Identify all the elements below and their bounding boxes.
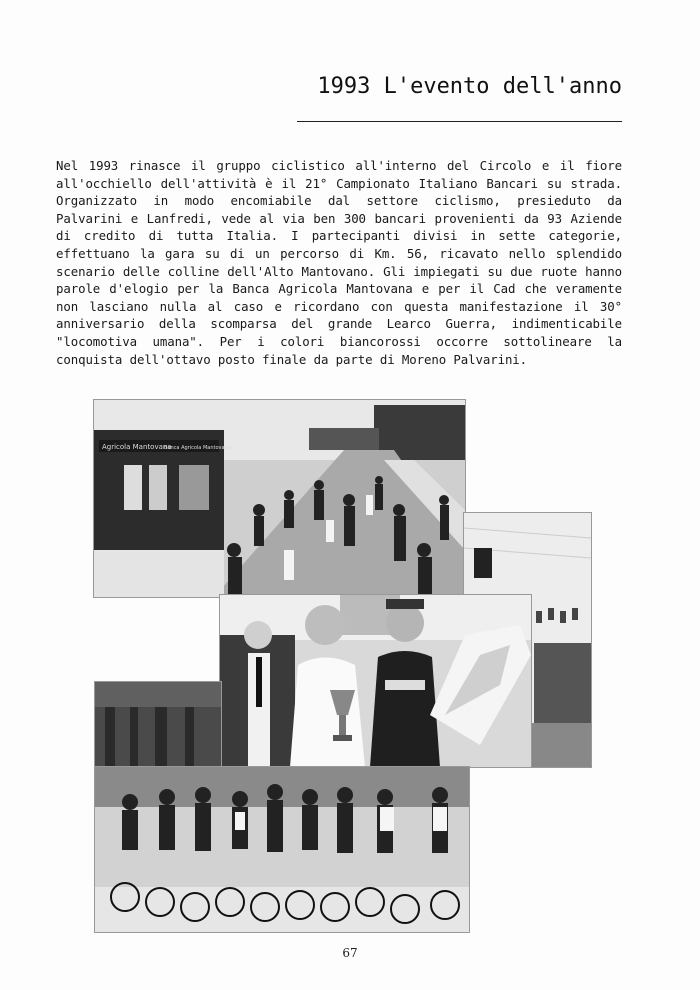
page-number: 67 [342,946,358,960]
body-paragraph: Nel 1993 rinasce il gruppo ciclistico all'interno del Circolo e il fiore all'occhiello dell'attività è il 21° Campionato Italiano Bancari su strada. Organizzato in modo encomiabile dal settore ciclismo, presieduto da Palvarini e Lanfredi, vede al via ben 300 bancari provenienti da 93 Aziende di credito di tutta Italia. I partecipanti divisi in sette categorie, effettuano la gara su di un percorso di Km. 56, ricavato nello splendido scenario delle colline dell'Alto Mantovano. Gli impiegati su due ruote hanno parole d'elogio per la Banca Agricola Mantovana e per il Cad che veramente non lasciano nulla al caso e ricordano con questa manifestazione il 30° anniversario della scomparsa del grande Learco Guerra, indimenticabile "locomotiva umana". Per i colori biancorossi occorre sottolineare la conquista dell'ottavo posto finale da parte di Moreno Palvarini. [56,158,622,367]
photo-race-start [93,399,466,598]
page-title: 1993 L'evento dell'anno [317,74,622,99]
photo-peloton [94,766,470,933]
photo-trophy-presentation [219,594,532,768]
banner-text-2: Banca Agricola Mantovana [164,445,231,451]
banner-text-1: Agricola Mantovana [102,443,172,451]
title-rule [297,121,622,122]
